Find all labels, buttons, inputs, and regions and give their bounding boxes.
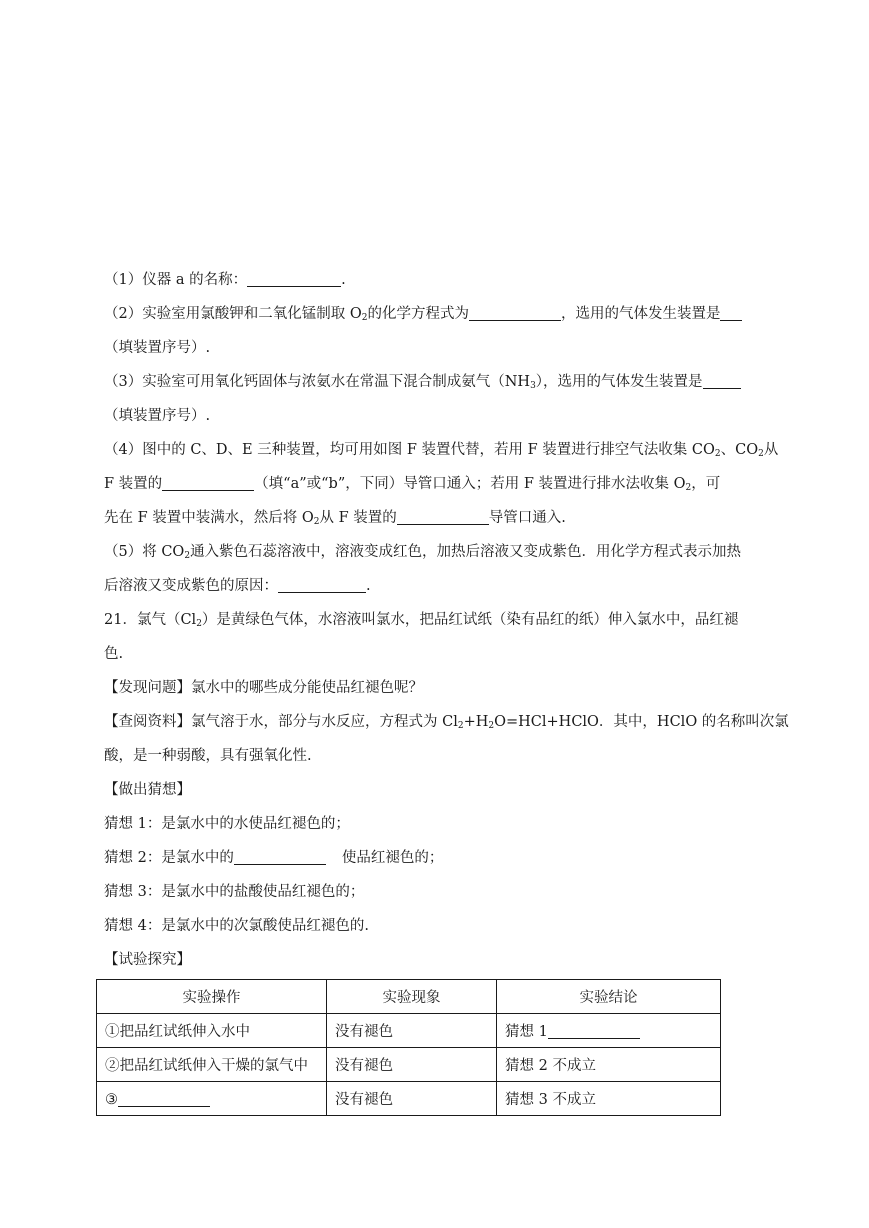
table-cell-operation — [97, 1082, 327, 1116]
q4-sub-1: 2 — [714, 449, 721, 459]
q2-text-b: 的化学方程式为 — [367, 306, 469, 322]
ref-text-a: 【查阅资料】氯气溶于水，部分与水反应，方程式为 Cl — [104, 714, 458, 730]
q2-text-c: ，选用的气体发生装置是 — [560, 306, 721, 322]
table-cell: 没有褪色 — [327, 1082, 497, 1116]
q4-sub-4: 2 — [313, 517, 320, 527]
header-operation: 实验操作 — [97, 980, 327, 1014]
reference-line-1 — [104, 712, 789, 732]
question-3-line-2 — [104, 406, 210, 426]
q4-text-f: ，可 — [691, 476, 721, 492]
conclusion-1-blank[interactable] — [548, 1022, 640, 1039]
header-phenomenon: 实验现象 — [327, 980, 497, 1014]
ref-text-c: O=HCl+HClO．其中，HClO 的名称叫次氯 — [494, 714, 789, 730]
q1-text: （1）仪器 a 的名称： — [104, 272, 248, 288]
question-4-line-3 — [104, 508, 566, 528]
q5-reason-blank[interactable] — [278, 576, 366, 593]
q4-sub-3: 2 — [685, 483, 692, 493]
q5-end: . — [366, 578, 371, 594]
table-cell: ②把品红试纸伸入干燥的氯气中 — [97, 1048, 327, 1082]
q4-text-h: 从 F 装置的 — [319, 510, 397, 526]
q4-text-c: 从 — [763, 442, 779, 458]
q3-sub: 3 — [530, 381, 536, 391]
table-cell: 猜想 3 不成立 — [497, 1082, 721, 1116]
table-cell-conclusion — [497, 1014, 721, 1048]
table-row — [97, 1014, 721, 1048]
ref-text-d: 酸，是一种弱酸，具有强氧化性. — [104, 748, 312, 764]
experiment-table — [96, 979, 721, 1116]
guess-2-text-b: 使品红褪色的； — [341, 850, 444, 866]
conclusion-text: 猜想 1 — [505, 1024, 548, 1040]
operation-text: ③ — [105, 1091, 118, 1108]
ref-sub-2: 2 — [488, 721, 495, 731]
q4-text-e: （填“a”或“b”，下同）导管口通入；若用 F 装置进行排水法收集 O — [254, 476, 686, 492]
question-4-line-1 — [104, 440, 778, 460]
q4-text-b: 、CO — [720, 442, 759, 458]
q4-sub-2: 2 — [758, 449, 764, 459]
q5-text-b: 通入紫色石蕊溶液中，溶液变成红色，加热后溶液又变成紫色．用化学方程式表示加热 — [190, 544, 742, 560]
guess-2-blank[interactable] — [234, 848, 326, 865]
q4-text-d: F 装置的 — [104, 476, 163, 492]
q21-text-c: 色. — [104, 646, 124, 662]
header-conclusion: 实验结论 — [497, 980, 721, 1014]
q3-text-b: ），选用的气体发生装置是 — [535, 374, 703, 390]
question-21-line-2 — [104, 644, 123, 664]
table-row — [97, 1082, 721, 1116]
q2-text-a: （2）实验室用氯酸钾和二氧化锰制取 O — [104, 306, 362, 322]
q4-text-a: （4）图中的 C、D、E 三种装置，均可用如图 F 装置代替，若用 F 装置进行排空气法收集 CO — [104, 442, 715, 458]
question-1 — [104, 270, 346, 290]
q3-device-blank[interactable] — [703, 372, 741, 389]
q3-text-a: （3）实验室可用氧化钙固体与浓氨水在常温下混合制成氨气（NH — [104, 374, 531, 390]
table-cell: 没有褪色 — [327, 1014, 497, 1048]
q2-equation-blank[interactable] — [469, 304, 561, 321]
guess-title: 【做出猜想】 — [104, 782, 191, 798]
experiment-title: 【试验探究】 — [104, 952, 191, 968]
table-cell: 没有褪色 — [327, 1048, 497, 1082]
question-5-line-2 — [104, 576, 371, 596]
q21-text-b: ）是黄绿色气体，水溶液叫氯水，把品红试纸（染有品红的纸）伸入氯水中，品红褪 — [201, 612, 739, 628]
q4-text-g: 先在 F 装置中装满水，然后将 O — [104, 510, 314, 526]
table-row — [97, 1048, 721, 1082]
table-cell: 猜想 2 不成立 — [497, 1048, 721, 1082]
q4-text-i: 导管口通入. — [488, 510, 566, 526]
find-problem: 【发现问题】氯水中的哪些成分能使品红褪色呢？ — [104, 680, 423, 696]
q3-text-c: （填装置序号）. — [104, 408, 211, 424]
q1-answer-blank[interactable] — [247, 270, 341, 287]
question-4-line-2 — [104, 474, 720, 494]
table-header-row — [97, 980, 721, 1014]
q2-text-d: （填装置序号）. — [104, 340, 211, 356]
guess-1: 猜想 1：是氯水中的水使品红褪色的； — [104, 816, 350, 832]
question-3-line-1 — [104, 372, 741, 392]
reference-line-2 — [104, 746, 312, 766]
q1-end: . — [341, 272, 346, 288]
guess-2 — [104, 848, 443, 868]
guess-3: 猜想 3：是氯水中的盐酸使品红褪色的； — [104, 884, 365, 900]
ref-text-b: +H — [463, 714, 489, 730]
table-cell: ①把品红试纸伸入水中 — [97, 1014, 327, 1048]
question-21-line-1 — [104, 610, 738, 630]
ref-sub-1: 2 — [457, 721, 464, 731]
q21-sub: 2 — [196, 619, 202, 629]
q2-sub: 2 — [361, 313, 368, 323]
guess-2-text-a: 猜想 2：是氯水中的 — [104, 850, 234, 866]
q5-text-c: 后溶液又变成紫色的原因： — [104, 578, 278, 594]
guess-4: 猜想 4：是氯水中的次氯酸使品红褪色的. — [104, 918, 369, 934]
q2-device-blank[interactable] — [720, 304, 742, 321]
q5-sub: 2 — [184, 551, 191, 561]
operation-3-blank[interactable] — [118, 1090, 210, 1107]
q5-text-a: （5）将 CO — [104, 544, 185, 560]
question-2-line-2 — [104, 338, 210, 358]
question-2-line-1 — [104, 304, 742, 324]
q4-inlet-blank-2[interactable] — [397, 508, 489, 525]
q21-text-a: 21．氯气（Cl — [104, 612, 197, 628]
q4-inlet-blank-1[interactable] — [162, 474, 254, 491]
question-5-line-1 — [104, 542, 741, 562]
